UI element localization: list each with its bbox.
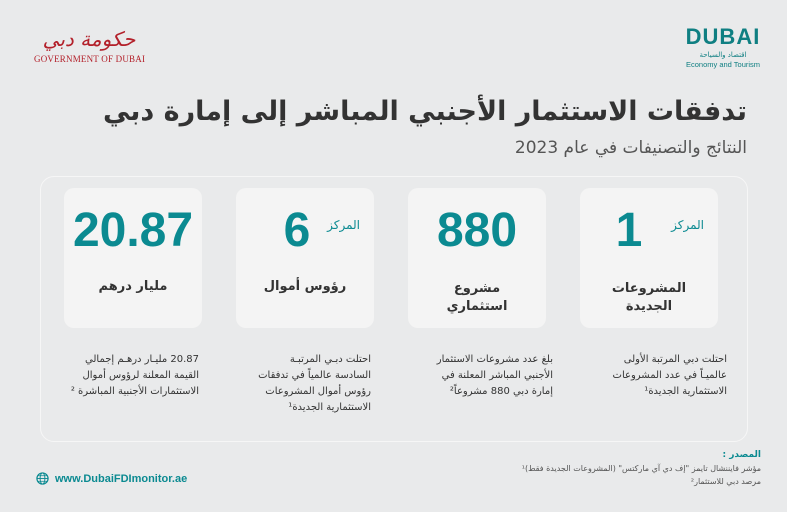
stat-label-line-1: رؤوس أموال [263,279,347,294]
stat-description-new-projects [577,352,727,400]
description-line: إمارة دبي 880 مشروعاً² [449,386,553,397]
description-line: احتلت دبي المرتبة الأولى [623,354,727,365]
description-line: 20.87 مليـار درهـم إجمالي [85,354,199,365]
description-line: احتلت دبـي المرتبـة [289,354,371,365]
page-title: تدفقات الاستثمار الأجنبي المباشر إلى إمارة دبي [102,96,747,127]
stat-value: 6 [283,204,311,257]
stat-label-line-1: المشروعات [611,281,687,296]
globe-icon [36,472,49,485]
stat-card-project-count [408,188,546,328]
description-line: الاستثمارية الجديدة¹ [644,386,727,397]
det-logo-arabic: اقتصاد والسياحة [699,51,747,59]
government-logo-english: GOVERNMENT OF DUBAI [34,54,146,64]
government-logo-arabic: حكومة دبي [42,27,136,51]
stat-description-capital-rank [211,352,371,416]
description-line: السادسة عالمياً في تدفقات [258,370,371,381]
stat-rank-label: المركز [327,218,360,232]
description-line: عالميـاً في عدد المشروعات [612,370,727,381]
stat-description-capital-value [29,352,199,400]
description-line: الأجنبي المباشر المعلنة في [441,370,553,381]
stat-label-line-1: مشروع [453,281,501,296]
stat-description-project-count [393,352,553,400]
government-of-dubai-logo [34,26,144,64]
stat-label-line-2: الجديدة [625,299,673,314]
description-line: الاستثمارية الجديدة¹ [288,402,371,413]
det-logo-english: Economy and Tourism [685,60,761,69]
dubai-economy-tourism-logo [683,24,763,70]
sources-title: المصدر : [722,450,761,460]
website-url[interactable]: www.DubaiFDImonitor.ae [55,472,188,485]
source-line-1: مؤشر فايننشال تايمز "إف دي آي ماركتس" (المشروعات الجديدة فقط)¹ [521,464,761,473]
source-line-2: مرصد دبي للاستثمار² [690,477,761,486]
stat-value: 880 [436,204,518,257]
stat-card-capital-rank [236,188,374,328]
stat-card-capital-value [64,188,202,328]
stat-label-line-1: مليار درهم [98,279,168,294]
stat-value: 1 [615,204,643,257]
det-logo-word: DUBAI [685,24,761,49]
description-line: القيمة المعلنة لرؤوس أموال [82,370,199,381]
page-subtitle: النتائج والتصنيفات في عام 2023 [514,138,747,158]
stat-card-new-projects [580,188,718,328]
stat-value: 20.87 [72,204,194,257]
description-line: رؤوس أموال المشروعات [265,386,371,397]
stat-rank-label: المركز [671,218,704,232]
description-line: الاستثمارات الأجنبية المباشرة ² [70,386,199,397]
website-link[interactable] [36,472,187,485]
stat-label-line-2: استثماري [446,299,508,314]
description-line: بلغ عدد مشروعات الاستثمار [436,354,553,365]
